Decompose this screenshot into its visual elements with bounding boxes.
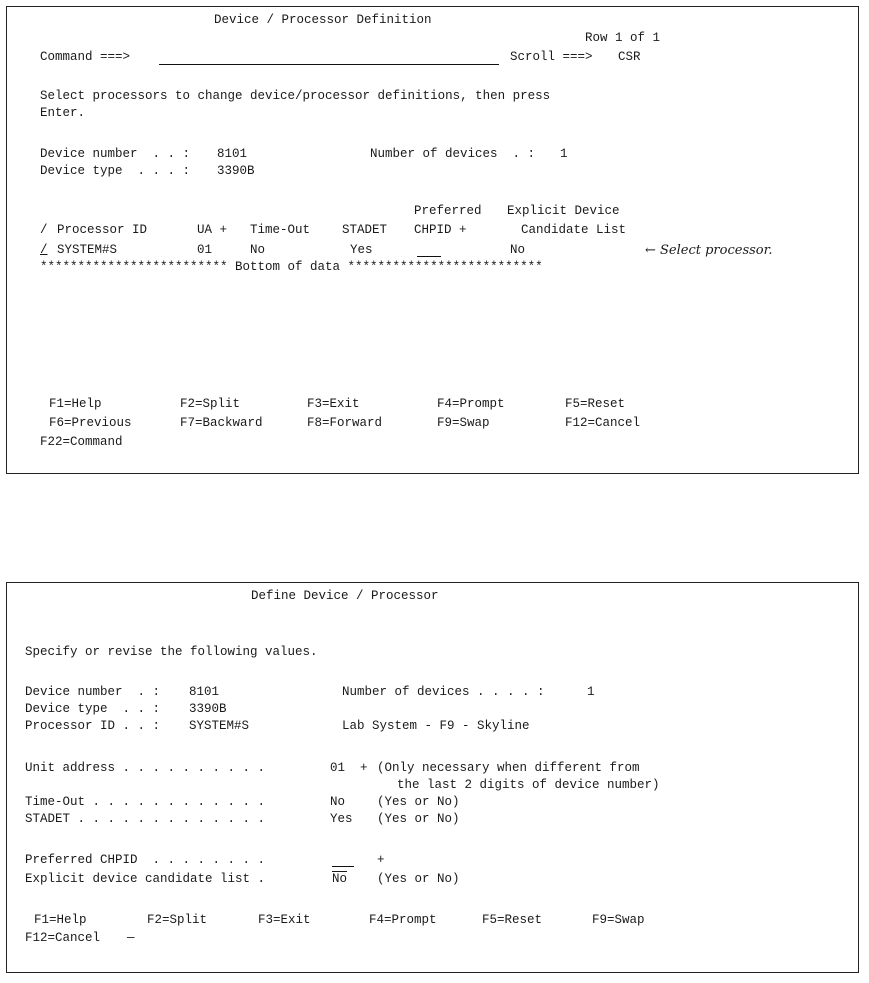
- fkey-f5-reset[interactable]: F5=Reset: [482, 913, 543, 927]
- fkey-f12-cancel[interactable]: F12=Cancel: [565, 416, 641, 430]
- number-of-devices-value: 1: [560, 147, 568, 161]
- fkey-f12-cancel[interactable]: F12=Cancel: [25, 931, 101, 945]
- device-type-value: 3390B: [217, 164, 255, 178]
- explicit-candidate-list-field[interactable]: $\overline{No}$: [332, 872, 348, 886]
- select-processor-note: ← Select processor.: [645, 243, 773, 258]
- header-time-out: Time-Out: [250, 223, 311, 237]
- fkey-f3-exit[interactable]: F3=Exit: [258, 913, 311, 927]
- processor-id-label: Processor ID . . :: [25, 719, 161, 733]
- preferred-chpid-label: Preferred CHPID . . . . . . . .: [25, 853, 266, 867]
- header-processor-id: Processor ID: [57, 223, 148, 237]
- device-number-value: 8101: [217, 147, 248, 161]
- unit-address-hint-2: the last 2 digits of device number): [397, 778, 660, 792]
- header-explicit-device: Explicit Device: [507, 204, 620, 218]
- fkey-f1-help[interactable]: F1=Help: [49, 397, 102, 411]
- explicit-candidate-list-hint: (Yes or No): [377, 872, 460, 886]
- fkey-f5-reset[interactable]: F5=Reset: [565, 397, 626, 411]
- device-number-label: Device number . :: [25, 685, 161, 699]
- device-type-value: 3390B: [189, 702, 227, 716]
- instruction-line-1: Select processors to change device/processor definitions, then press: [40, 89, 551, 103]
- header-candidate-list: Candidate List: [521, 223, 627, 237]
- time-out-hint: (Yes or No): [377, 795, 460, 809]
- header-preferred: Preferred: [414, 204, 482, 218]
- bottom-of-data: ************************* Bottom of data **************************: [40, 260, 543, 274]
- processor-id-value: SYSTEM#S: [189, 719, 250, 733]
- fkey-f4-prompt[interactable]: F4=Prompt: [369, 913, 437, 927]
- scroll-label: Scroll ===>: [510, 50, 593, 64]
- fkey-f9-swap[interactable]: F9=Swap: [592, 913, 645, 927]
- screen-title: Define Device / Processor: [251, 589, 439, 603]
- unit-address-hint-1: (Only necessary when different from: [377, 761, 640, 775]
- stadet-label: STADET . . . . . . . . . . . . .: [25, 812, 266, 826]
- fkey-f8-forward[interactable]: F8=Forward: [307, 416, 383, 430]
- number-of-devices-label: Number of devices . :: [370, 147, 536, 161]
- scroll-input[interactable]: CSR: [618, 50, 641, 64]
- row-time-out: No: [250, 243, 266, 257]
- unit-address-field[interactable]: 01: [330, 761, 346, 775]
- device-number-value: 8101: [189, 685, 220, 699]
- processor-description: Lab System - F9 - Skyline: [342, 719, 530, 733]
- device-type-label: Device type . . :: [25, 702, 161, 716]
- define-device-processor-panel: [6, 582, 859, 973]
- device-processor-definition-panel: [6, 6, 859, 474]
- header-select: /: [40, 223, 48, 237]
- fkey-f1-help[interactable]: F1=Help: [34, 913, 87, 927]
- row-info: Row 1 of 1: [585, 31, 661, 45]
- number-of-devices-value: 1: [587, 685, 595, 699]
- header-stadet: STADET: [342, 223, 388, 237]
- fkey-f9-swap[interactable]: F9=Swap: [437, 416, 490, 430]
- preferred-chpid-field[interactable]: [332, 866, 354, 867]
- unit-address-prompt: +: [360, 761, 368, 775]
- fkey-f6-previous[interactable]: F6=Previous: [49, 416, 132, 430]
- time-out-label: Time-Out . . . . . . . . . . . .: [25, 795, 266, 809]
- row-stadet: Yes: [350, 243, 373, 257]
- preferred-chpid-prompt: +: [377, 853, 385, 867]
- fkey-f7-backward[interactable]: F7=Backward: [180, 416, 263, 430]
- number-of-devices-label: Number of devices . . . . :: [342, 685, 545, 699]
- cursor-mark: —: [127, 931, 135, 945]
- fkey-f2-split[interactable]: F2=Split: [180, 397, 241, 411]
- fkey-f4-prompt[interactable]: F4=Prompt: [437, 397, 505, 411]
- row-chpid-field[interactable]: [417, 256, 441, 257]
- screen-title: Device / Processor Definition: [214, 13, 432, 27]
- device-type-label: Device type . . . :: [40, 164, 191, 178]
- device-number-label: Device number . . :: [40, 147, 191, 161]
- header-ua: UA +: [197, 223, 228, 237]
- command-label: Command ===>: [40, 50, 131, 64]
- explicit-candidate-list-label: Explicit device candidate list .: [25, 872, 266, 886]
- instruction-line-2: Enter.: [40, 106, 86, 120]
- fkey-f3-exit[interactable]: F3=Exit: [307, 397, 360, 411]
- stadet-field[interactable]: Yes: [330, 812, 353, 826]
- header-chpid: CHPID +: [414, 223, 467, 237]
- fkey-f2-split[interactable]: F2=Split: [147, 913, 208, 927]
- row-select-field[interactable]: /: [40, 243, 48, 257]
- row-ua: 01: [197, 243, 213, 257]
- stadet-hint: (Yes or No): [377, 812, 460, 826]
- command-input[interactable]: [159, 64, 499, 65]
- row-explicit: No: [510, 243, 526, 257]
- instruction: Specify or revise the following values.: [25, 645, 318, 659]
- row-processor-id: SYSTEM#S: [57, 243, 118, 257]
- fkey-f22-command[interactable]: F22=Command: [40, 435, 123, 449]
- unit-address-label: Unit address . . . . . . . . . .: [25, 761, 266, 775]
- time-out-field[interactable]: No: [330, 795, 346, 809]
